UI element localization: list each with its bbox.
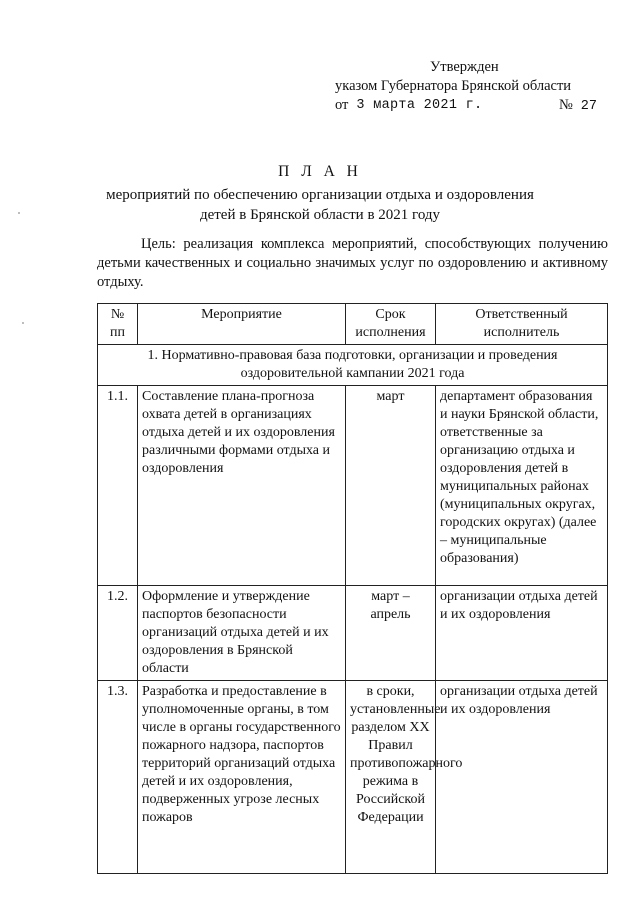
section-row — [98, 345, 608, 386]
section-title: 1. Нормативно-правовая база подготовки, организации и проведения оздоровительной кампании 2021 года — [98, 345, 608, 386]
scan-speck — [18, 212, 20, 214]
row-event: Составление плана-прогноза охвата детей в организациях отдыха детей и их оздоровления различными формами отдыха и оздоровления — [138, 386, 346, 586]
row-term: март – апрель — [346, 586, 436, 681]
goal-paragraph: Цель: реализация комплекса мероприятий, способствующих получению детьми качественных и социально значимых услуг по оздоровлению и активному отдыху. — [97, 236, 608, 290]
table-row — [98, 586, 608, 681]
header-responsible: Ответственный исполнитель — [436, 304, 608, 345]
header-event: Мероприятие — [138, 304, 346, 345]
table-row — [98, 386, 608, 586]
header-num: № пп — [98, 304, 138, 345]
row-term: в сроки, установленные разделом XX Правил противопожарного режима в Российской Федерации — [346, 681, 436, 874]
row-responsible: организации отдыха детей и их оздоровления — [436, 681, 608, 874]
row-num: 1.1. — [98, 386, 138, 586]
scan-speck — [22, 322, 24, 324]
title-line-1: мероприятий по обеспечению организации отдыха и оздоровления — [106, 187, 534, 203]
approval-block — [335, 58, 625, 116]
row-num: 1.2. — [98, 586, 138, 681]
row-num: 1.3. — [98, 681, 138, 874]
table-header-row — [98, 304, 608, 345]
row-event: Оформление и утверждение паспортов безопасности организаций отдыха детей и их оздоровления в Брянской области — [138, 586, 346, 681]
approval-authority: указом Губернатора Брянской области — [335, 78, 572, 94]
document-title — [0, 162, 640, 225]
number-sign: № — [558, 97, 573, 113]
approval-date-line — [335, 96, 625, 116]
plan-table — [97, 303, 608, 874]
row-responsible: департамент образования и науки Брянской области, ответственные за организацию отдыха и оздоровления детей в муниципальных районах (муниципальных округах, городских округах) (далее – муниципальные образования) — [436, 386, 608, 586]
approval-label: Утвержден — [430, 59, 499, 75]
table-row — [98, 681, 608, 874]
row-responsible: организации отдыха детей и их оздоровления — [436, 586, 608, 681]
header-term: Срок исполнения — [346, 304, 436, 345]
approval-number — [559, 96, 597, 116]
row-event: Разработка и предоставление в уполномоченные органы, в том числе в органы государственного пожарного надзора, паспортов территорий организаций отдыха детей и их оздоровления, подверженных угрозе лесных пожаров — [138, 681, 346, 874]
number-value: 27 — [580, 99, 597, 114]
date-prefix: от — [335, 97, 349, 113]
approval-date: 3 марта 2021 г. — [356, 98, 483, 113]
title-line-2: детей в Брянской области в 2021 году — [199, 207, 441, 223]
row-term: март — [346, 386, 436, 586]
plan-heading: П Л А Н — [278, 163, 362, 180]
